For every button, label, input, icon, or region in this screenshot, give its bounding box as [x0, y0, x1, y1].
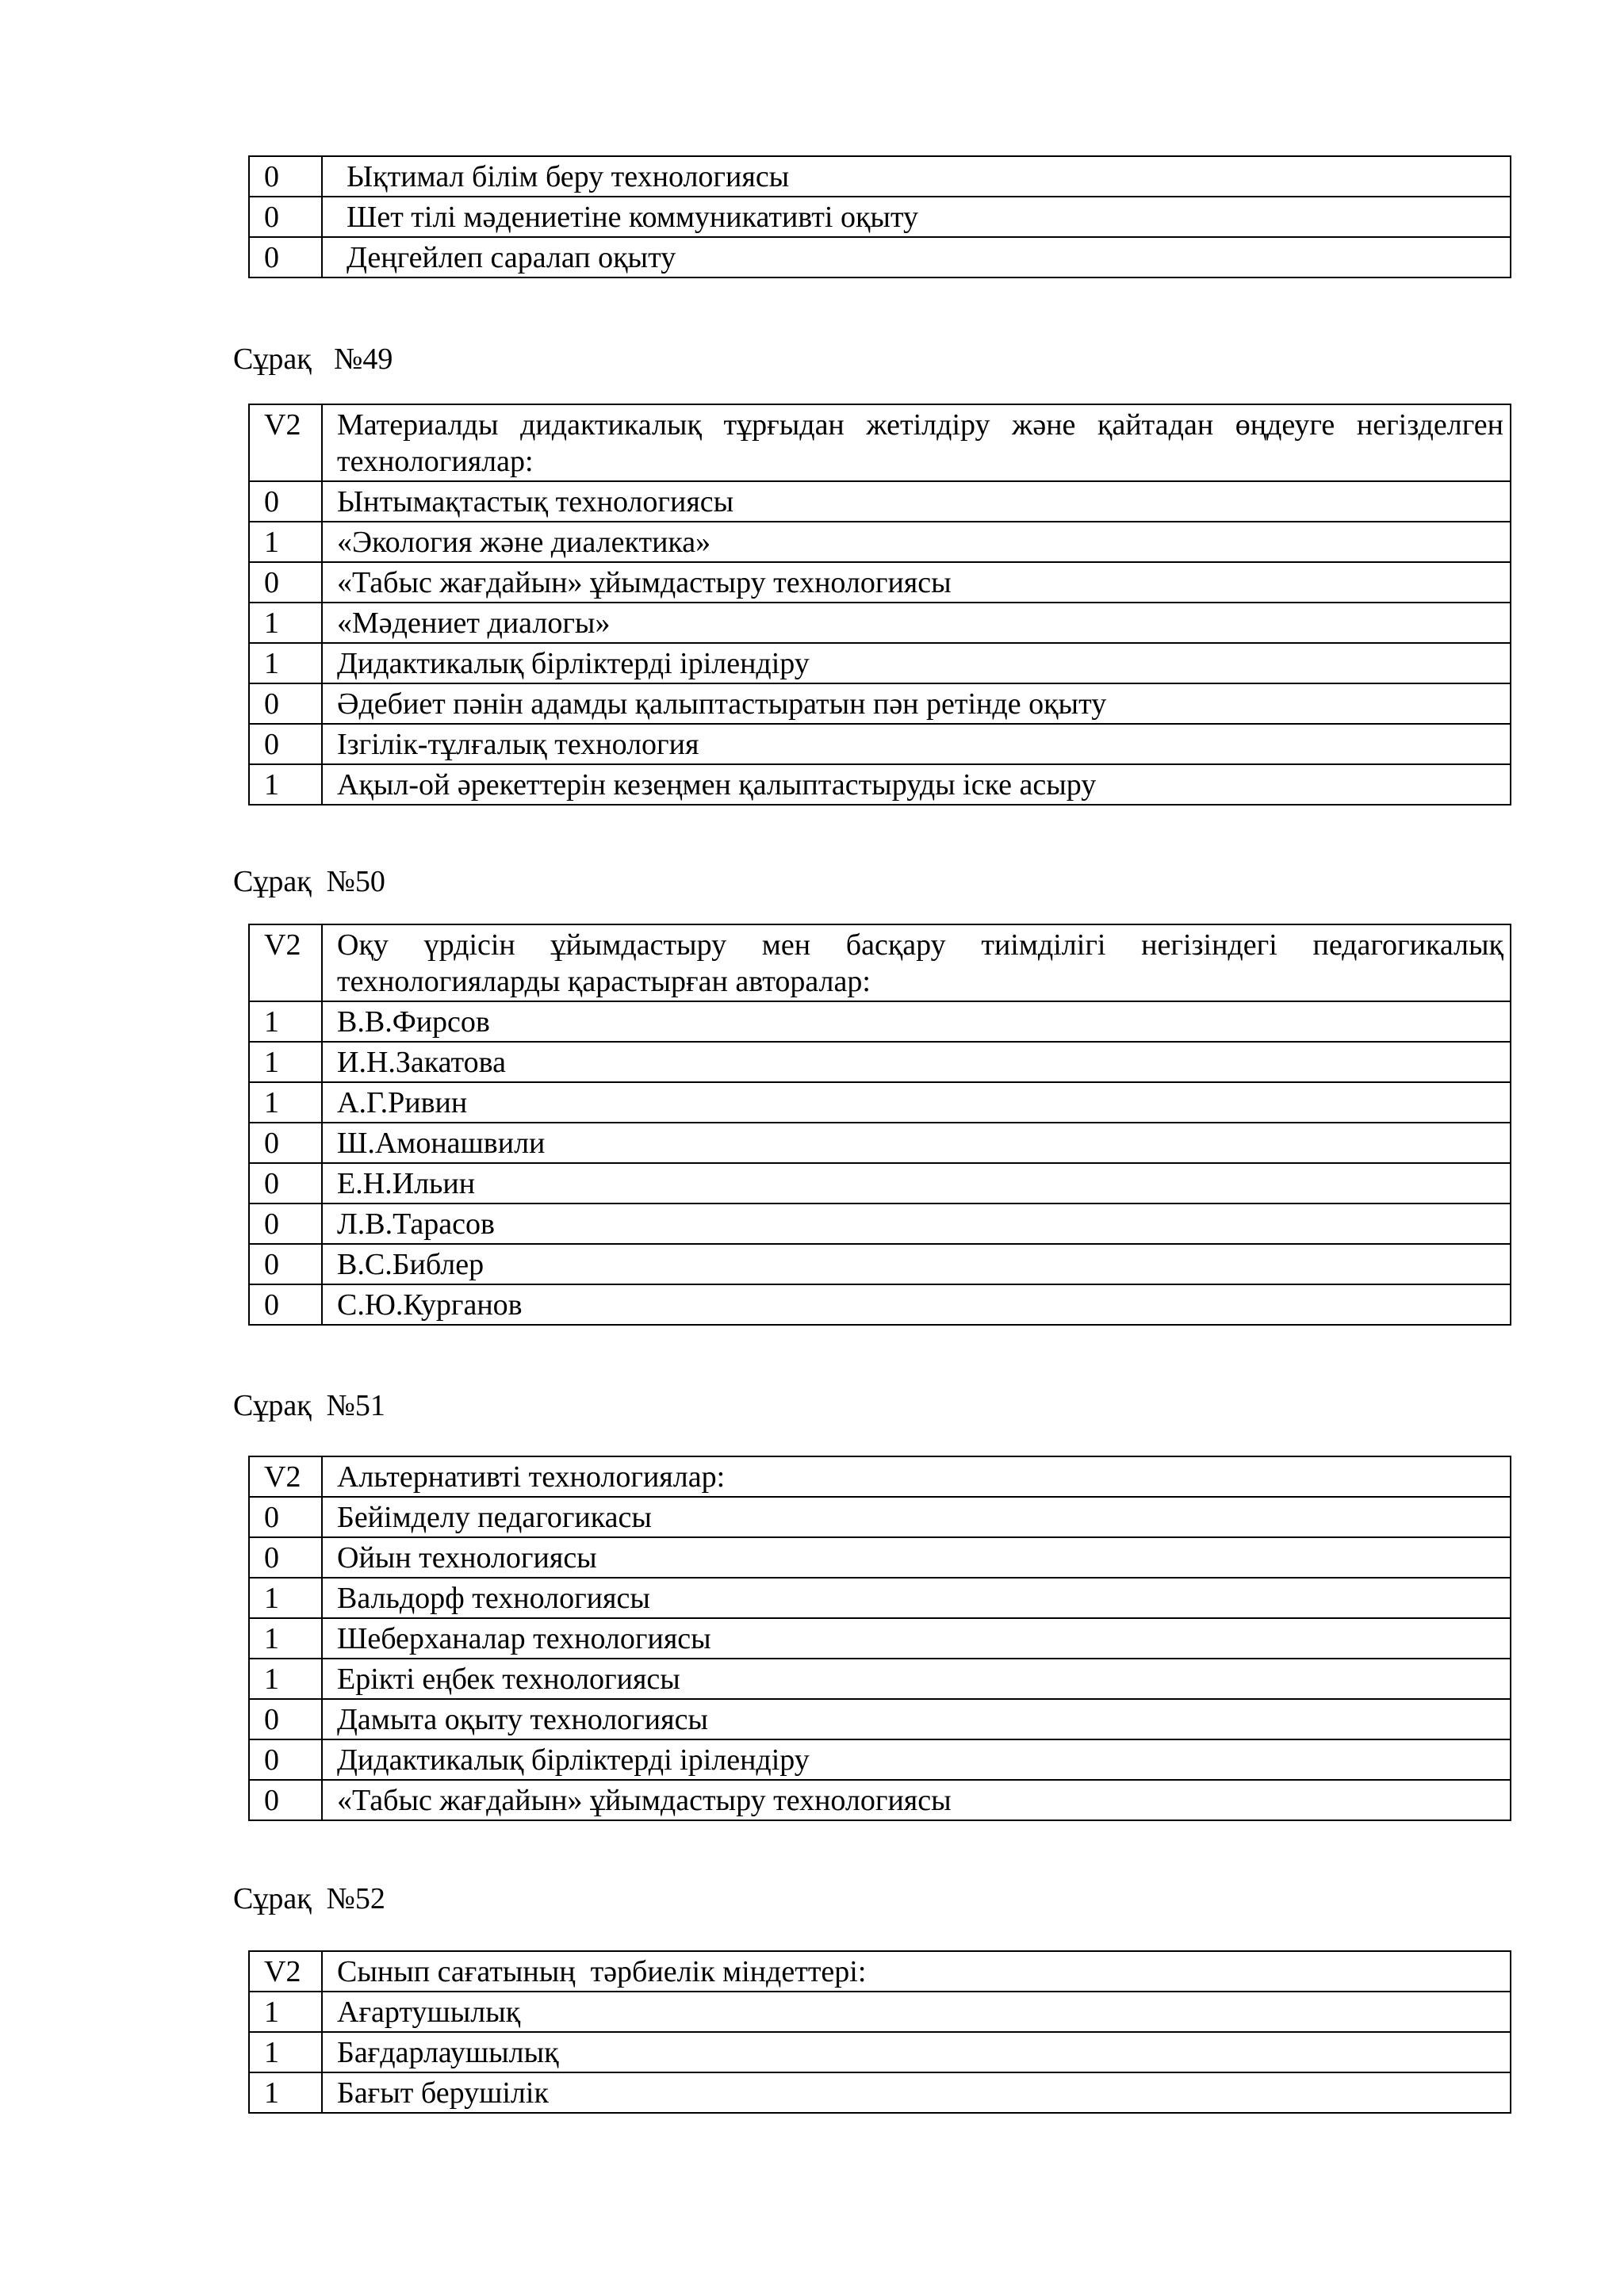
question-text: Сынып сағатының тәрбиелік міндеттері:	[322, 1951, 1511, 1992]
table-row	[249, 1659, 1511, 1699]
answer-text: Ерікті еңбек технологиясы	[322, 1659, 1511, 1699]
answer-code: 1	[249, 1001, 322, 1042]
question-table-52	[248, 1950, 1511, 2114]
answer-text: Дидактикалық бірліктерді ірілендіру	[322, 643, 1511, 683]
answer-table-48	[248, 155, 1511, 278]
question-row	[249, 924, 1511, 1001]
answer-text: Ықтимал білім беру технологиясы	[322, 156, 1511, 197]
answer-code: 0	[249, 1699, 322, 1739]
answer-code: 1	[249, 1082, 322, 1123]
answer-text: А.Г.Ривин	[322, 1082, 1511, 1123]
table-row	[249, 156, 1511, 197]
answer-text: Ағартушылық	[322, 1992, 1511, 2032]
table-row	[249, 1780, 1511, 1820]
answer-code: 0	[249, 724, 322, 764]
answer-text: Л.В.Тарасов	[322, 1203, 1511, 1244]
question-text: Альтернативті технологиялар:	[322, 1456, 1511, 1497]
answer-text: «Табыс жағдайын» ұйымдастыру технологиясы	[322, 562, 1511, 603]
table-row	[249, 1244, 1511, 1284]
table-row	[249, 1699, 1511, 1739]
answer-text: Е.Н.Ильин	[322, 1163, 1511, 1203]
answer-text: Дамыта оқыту технологиясы	[322, 1699, 1511, 1739]
answer-code: 0	[249, 1244, 322, 1284]
answer-text: Ойын технологиясы	[322, 1537, 1511, 1578]
answer-code: 1	[249, 643, 322, 683]
table-row	[249, 562, 1511, 603]
answer-code: 1	[249, 2032, 322, 2072]
answer-code: 0	[249, 1497, 322, 1537]
table-row	[249, 197, 1511, 237]
answer-text: Бағдарлаушылық	[322, 2032, 1511, 2072]
answer-text: Деңгейлеп саралап оқыту	[322, 237, 1511, 277]
answer-code: 0	[249, 1284, 322, 1325]
answer-code: 1	[249, 522, 322, 562]
table-row	[249, 1082, 1511, 1123]
table-row	[249, 1001, 1511, 1042]
answer-code: 0	[249, 1780, 322, 1820]
question-heading-51: Сұрақ №51	[233, 1389, 385, 1422]
table-row	[249, 764, 1511, 805]
question-heading-50: Сұрақ №50	[233, 865, 385, 898]
table-row	[249, 1203, 1511, 1244]
answer-code: 0	[249, 481, 322, 522]
answer-text: «Экология және диалектика»	[322, 522, 1511, 562]
answer-code: 1	[249, 1578, 322, 1618]
answer-code: 1	[249, 1659, 322, 1699]
answer-text: В.С.Библер	[322, 1244, 1511, 1284]
answer-text: С.Ю.Курганов	[322, 1284, 1511, 1325]
answer-code: 0	[249, 1537, 322, 1578]
question-row	[249, 1951, 1511, 1992]
answer-text: Ізгілік-тұлғалық технология	[322, 724, 1511, 764]
answer-code: 1	[249, 603, 322, 643]
table-row	[249, 522, 1511, 562]
table-row	[249, 643, 1511, 683]
answer-text: И.Н.Закатова	[322, 1042, 1511, 1082]
table-row	[249, 2032, 1511, 2072]
question-table-49	[248, 404, 1511, 806]
question-code: V2	[249, 1951, 322, 1992]
answer-text: Ынтымақтастық технологиясы	[322, 481, 1511, 522]
table-row	[249, 237, 1511, 277]
question-table-50	[248, 924, 1511, 1326]
answer-text: Ақыл-ой әрекеттерін кезеңмен қалыптастыруды іске асыру	[322, 764, 1511, 805]
answer-text: В.В.Фирсов	[322, 1001, 1511, 1042]
answer-text: Дидактикалық бірліктерді ірілендіру	[322, 1739, 1511, 1780]
answer-text: Әдебиет пәнін адамды қалыптастыратын пән ретінде оқыту	[322, 683, 1511, 724]
question-row	[249, 404, 1511, 481]
answer-text: Бейімделу педагогикасы	[322, 1497, 1511, 1537]
question-code: V2	[249, 404, 322, 481]
answer-text: Шеберханалар технологиясы	[322, 1618, 1511, 1659]
table-row	[249, 1042, 1511, 1082]
table-row	[249, 1284, 1511, 1325]
answer-code: 0	[249, 156, 322, 197]
question-text: Оқу үрдісін ұйымдастыру мен басқару тиімділігі негізіндегі педагогикалық технологияларды қарастырған авторалар:	[322, 924, 1511, 1001]
answer-code: 1	[249, 2072, 322, 2113]
question-code: V2	[249, 924, 322, 1001]
table-row	[249, 724, 1511, 764]
answer-code: 0	[249, 1123, 322, 1163]
answer-code: 1	[249, 1042, 322, 1082]
table-row	[249, 1163, 1511, 1203]
question-text: Материалды дидактикалық тұрғыдан жетілдіру және қайтадан өңдеуге негізделген технологиялар:	[322, 404, 1511, 481]
table-row	[249, 603, 1511, 643]
answer-code: 1	[249, 1992, 322, 2032]
table-row	[249, 1123, 1511, 1163]
answer-code: 0	[249, 1203, 322, 1244]
table-row	[249, 1537, 1511, 1578]
answer-text: «Табыс жағдайын» ұйымдастыру технологиясы	[322, 1780, 1511, 1820]
answer-text: «Мәдениет диалогы»	[322, 603, 1511, 643]
question-heading-49: Сұрақ №49	[233, 342, 393, 376]
answer-code: 1	[249, 1618, 322, 1659]
answer-code: 0	[249, 1739, 322, 1780]
answer-text: Ш.Амонашвили	[322, 1123, 1511, 1163]
question-row	[249, 1456, 1511, 1497]
table-row	[249, 1497, 1511, 1537]
question-code: V2	[249, 1456, 322, 1497]
answer-code: 0	[249, 237, 322, 277]
table-row	[249, 481, 1511, 522]
answer-code: 0	[249, 1163, 322, 1203]
table-row	[249, 1739, 1511, 1780]
table-row	[249, 1992, 1511, 2032]
table-row	[249, 2072, 1511, 2113]
answer-code: 0	[249, 197, 322, 237]
answer-text: Вальдорф технологиясы	[322, 1578, 1511, 1618]
table-row	[249, 1618, 1511, 1659]
answer-text: Шет тілі мәдениетіне коммуникативті оқыту	[322, 197, 1511, 237]
question-table-51	[248, 1456, 1511, 1821]
table-row	[249, 683, 1511, 724]
table-row	[249, 1578, 1511, 1618]
answer-code: 0	[249, 683, 322, 724]
answer-code: 0	[249, 562, 322, 603]
answer-code: 1	[249, 764, 322, 805]
question-heading-52: Сұрақ №52	[233, 1882, 385, 1915]
answer-text: Бағыт берушілік	[322, 2072, 1511, 2113]
